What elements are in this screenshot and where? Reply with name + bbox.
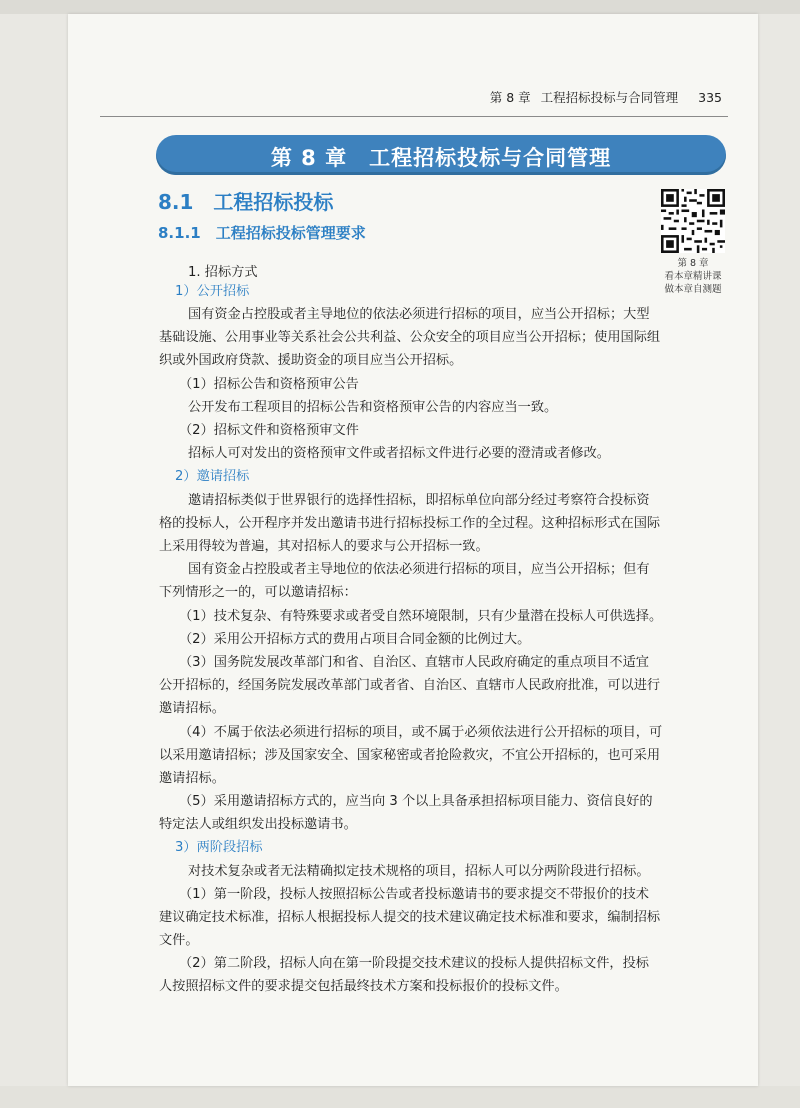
body-line: 上采用得较为普遍，其对招标人的要求与公开招标一致。 (159, 539, 489, 554)
body-line: 文件。 (159, 933, 199, 948)
body-line: （4）不属于依法必须进行招标的项目，或不属于必须依法进行公开招标的项目，可 (179, 725, 663, 740)
body-line: （2）第二阶段，招标人向在第一阶段提交技术建议的投标人提供招标文件，投标 (179, 956, 649, 971)
body-line: 国有资金占控股或者主导地位的依法必须进行招标的项目，应当公开招标；但有 (188, 562, 650, 577)
body-line: （1）第一阶段，投标人按照招标公告或者投标邀请书的要求提交不带报价的技术 (179, 887, 649, 902)
chapter-title: 第 8 章 工程招标投标与合同管理 (270, 146, 612, 170)
method-heading: 2）邀请招标 (175, 469, 250, 484)
body-line: 公开招标的，经国务院发展改革部门或者省、自治区、直辖市人民政府批准，可以进行 (159, 678, 661, 693)
qr-caption-line: 看本章精讲课 (664, 271, 722, 282)
body-line: 公开发布工程项目的招标公告和资格预审公告的内容应当一致。 (188, 400, 558, 415)
body-line: 特定法人或组织发出投标邀请书。 (159, 817, 357, 832)
scan-margin-top (0, 0, 800, 14)
body-line: （1）技术复杂、有特殊要求或者受自然环境限制，只有少量潜在投标人可供选择。 (179, 609, 663, 624)
body-line: 邀请招标。 (159, 771, 225, 786)
body-line: 以采用邀请招标；涉及国家安全、国家秘密或者抢险救灾，不宜公开招标的，也可采用 (159, 748, 661, 763)
body-line: 建议确定技术标准，招标人根据投标人提交的技术建议确定技术标准和要求，编制招标 (159, 910, 661, 925)
chapter-banner (156, 135, 726, 175)
body-line: 人按照招标文件的要求提交包括最终技术方案和投标报价的投标文件。 (159, 979, 568, 994)
header-text (490, 88, 722, 106)
body-line: （1）招标公告和资格预审公告 (179, 377, 359, 392)
body-line: （5）采用邀请招标方式的，应当向 3 个以上具备承担招标项目能力、资信良好的 (179, 794, 653, 809)
body-line: 织或外国政府贷款、援助资金的项目应当公开招标。 (159, 353, 463, 368)
body-line: 邀请招标类似于世界银行的选择性招标，即招标单位向部分经过考察符合投标资 (188, 493, 650, 508)
section-heading: 8.1 工程招标投标 (158, 190, 334, 214)
body-line: 招标人可对发出的资格预审文件或者招标文件进行必要的澄清或者修改。 (188, 446, 610, 461)
qr-caption (648, 257, 738, 296)
subsection-heading: 8.1.1 工程招标投标管理要求 (158, 224, 366, 242)
body-line: （2）招标文件和资格预审文件 (179, 423, 359, 438)
method-heading: 3）两阶段招标 (175, 840, 263, 855)
header-title: 工程招标投标与合同管理 (540, 90, 679, 105)
body-line: 对技术复杂或者无法精确拟定技术规格的项目，招标人可以分两阶段进行招标。 (188, 864, 650, 879)
sub-heading: 1. 招标方式 (188, 265, 258, 280)
qr-caption-line: 做本章自测题 (664, 284, 722, 295)
body-line: （2）采用公开招标方式的费用占项目合同金额的比例过大。 (179, 632, 531, 647)
body-line: 格的投标人，公开程序并发出邀请书进行招标投标工作的全过程。这种招标形式在国际 (159, 516, 661, 531)
body-line: 基础设施、公用事业等关系社会公共利益、公众安全的项目应当公开招标；使用国际组 (159, 330, 661, 345)
header-chapter: 第 8 章 (489, 90, 531, 105)
scan-margin-bottom (0, 1086, 800, 1108)
page-number: 335 (698, 90, 722, 105)
method-heading: 1）公开招标 (175, 284, 250, 299)
qr-code-icon[interactable] (661, 189, 725, 253)
body-line: 邀请招标。 (159, 701, 225, 716)
body-line: （3）国务院发展改革部门和省、自治区、直辖市人民政府确定的重点项目不适宜 (179, 655, 649, 670)
body-line: 国有资金占控股或者主导地位的依法必须进行招标的项目，应当公开招标；大型 (188, 307, 650, 322)
body-line: 下列情形之一的，可以邀请招标： (159, 585, 357, 600)
running-header (100, 76, 728, 117)
qr-caption-line: 第 8 章 (677, 258, 709, 269)
